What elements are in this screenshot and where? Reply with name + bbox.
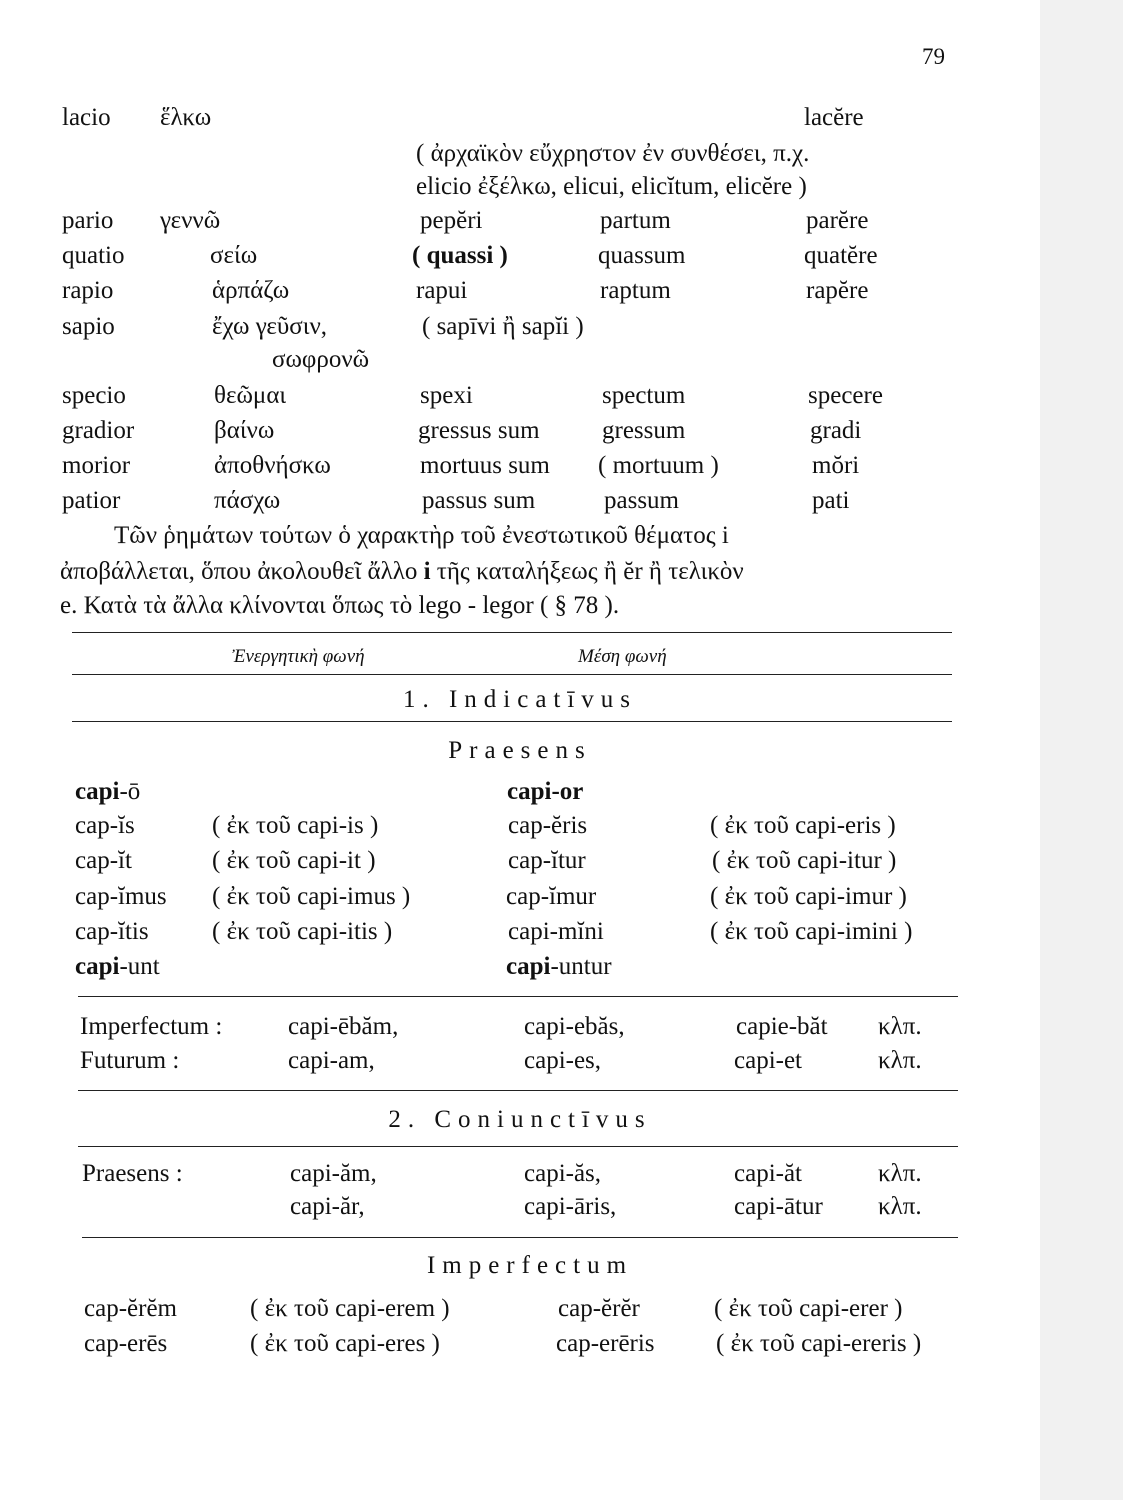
infinitive: quatĕre — [804, 242, 878, 269]
form-ending: -or — [551, 778, 584, 805]
supine-form: raptum — [600, 277, 671, 304]
paradigm-row — [0, 778, 1123, 812]
form-2: capi-es, — [524, 1047, 602, 1074]
latin-verb: morior — [62, 452, 131, 479]
form-1: capi-ēbăm, — [288, 1013, 399, 1040]
middle-form: cap-ĕrĕr — [558, 1295, 640, 1322]
verb-row — [0, 382, 1123, 416]
form-ending: -ĭt — [109, 847, 132, 874]
form-ending: -unt — [119, 953, 160, 980]
infinitive: mŏri — [812, 452, 860, 479]
tense-heading-praesens: Praesens — [448, 737, 592, 764]
form-ending: -ĕris — [542, 812, 588, 839]
latin-verb: pario — [62, 207, 114, 234]
supine-form: partum — [600, 207, 671, 234]
tense-row — [0, 1013, 1123, 1047]
greek-meaning: ἕλκω — [160, 104, 212, 131]
paradigm-row — [0, 953, 1123, 987]
form-stem: cap — [508, 847, 543, 874]
infinitive: pati — [812, 487, 850, 514]
subjunctive-imperfect-row — [0, 1295, 1123, 1329]
infinitive: gradi — [810, 417, 862, 444]
infinitive: specere — [808, 382, 883, 409]
form-2: capi-ăs, — [524, 1160, 602, 1187]
active-form — [75, 953, 160, 981]
greek-meaning: βαίνω — [214, 417, 275, 444]
verb-row — [0, 487, 1123, 521]
form-ending: -ō — [119, 778, 141, 805]
form-ending: -untur — [550, 953, 612, 980]
paragraph-line: e. Κατὰ τὰ ἄλλα κλίνονται ὅπως τὸ lego - legor ( § 78 ). — [60, 592, 620, 619]
form-stem: cap — [506, 883, 541, 910]
middle-note: ( ἐκ τοῦ capi-imur ) — [710, 883, 907, 910]
active-note: ( ἐκ τοῦ capi-itis ) — [212, 918, 393, 945]
form-stem: cap — [75, 812, 110, 839]
form-2: capi-ebăs, — [524, 1013, 625, 1040]
paradigm-row — [0, 812, 1123, 846]
verb-row — [0, 207, 1123, 241]
form-stem: capi — [508, 918, 550, 945]
form-stem: cap — [75, 883, 110, 910]
tense-label: Imperfectum : — [80, 1013, 223, 1040]
paragraph-text: ἀποβάλλεται, ὅπου ἀκολουθεῖ ἄλλο — [60, 558, 418, 585]
form-ending: -ĭtur — [542, 847, 586, 874]
mood-heading-coniunctivus: 2. Coniunctīvus — [388, 1106, 652, 1133]
active-form — [75, 847, 132, 875]
paradigm-row — [0, 847, 1123, 881]
middle-voice-header: Μέση φωνή — [578, 646, 667, 667]
active-form — [75, 883, 167, 911]
form-stem: capi — [507, 778, 552, 805]
mood-heading-indicativus: 1. Indicatīvus — [402, 686, 638, 713]
perfect-form: ( quassi ) — [412, 242, 508, 269]
verb-row — [0, 346, 1123, 380]
tense-heading-imperfectum: Imperfectum — [426, 1252, 634, 1279]
rule — [72, 632, 952, 633]
rule — [78, 1090, 958, 1091]
rule — [78, 1146, 958, 1147]
perfect-form: spexi — [420, 382, 473, 409]
latin-verb: quatio — [62, 242, 125, 269]
middle-form — [508, 918, 604, 946]
verb-row — [0, 242, 1123, 276]
perfect-form: ( sapīvi ἢ sapĭi ) — [422, 313, 584, 340]
tense-row — [0, 1047, 1123, 1081]
active-note: ( ἐκ τοῦ capi-imus ) — [212, 883, 411, 910]
active-form: cap-erēs — [84, 1330, 168, 1357]
infinitive: rapĕre — [806, 277, 869, 304]
rule — [82, 1237, 958, 1238]
greek-meaning: σωφρονῶ — [272, 346, 370, 373]
latin-verb: patior — [62, 487, 121, 514]
latin-verb: lacio — [62, 104, 111, 131]
greek-meaning: θεῶμαι — [214, 382, 287, 409]
paragraph-text: τῆς καταλήξεως ἢ ĕr ἢ τελικὸν — [436, 558, 744, 585]
supine-form: gressum — [602, 417, 686, 444]
greek-meaning: ἁρπάζω — [212, 277, 290, 304]
form-stem: cap — [75, 918, 110, 945]
middle-note: ( ἐκ τοῦ capi-erer ) — [714, 1295, 903, 1322]
subjunctive-imperfect-row — [0, 1330, 1123, 1364]
form-stem: capi — [75, 778, 120, 805]
active-form — [75, 778, 140, 806]
lacio-note-line: elicio ἐξέλκω, elicui, elicĭtum, elicĕre ) — [416, 173, 807, 200]
middle-form — [506, 883, 596, 911]
middle-form — [507, 778, 583, 806]
paragraph-line — [60, 558, 960, 586]
greek-meaning: ἔχω γεῦσιν, — [212, 313, 328, 340]
perfect-form: gressus sum — [418, 417, 540, 444]
middle-note: ( ἐκ τοῦ capi-eris ) — [710, 812, 896, 839]
supine-form: quassum — [598, 242, 686, 269]
active-note: ( ἐκ τοῦ capi-eres ) — [250, 1330, 440, 1357]
form-stem: cap — [75, 847, 110, 874]
middle-note: ( ἐκ τοῦ capi-imini ) — [710, 918, 913, 945]
supine-form: spectum — [602, 382, 686, 409]
middle-note: ( ἐκ τοῦ capi-ereris ) — [716, 1330, 922, 1357]
verb-row — [0, 277, 1123, 311]
verb-row — [0, 313, 1123, 347]
etc-marker: κλπ. — [878, 1160, 922, 1187]
lacio-note-line: ( ἀρχαϊκὸν εὔχρηστον ἐν συνθέσει, π.χ. — [416, 140, 810, 167]
tense-label: Futurum : — [80, 1047, 180, 1074]
form-stem: cap — [508, 812, 543, 839]
active-form — [75, 812, 135, 840]
middle-form: cap-erēris — [556, 1330, 655, 1357]
active-note: ( ἐκ τοῦ capi-is ) — [212, 812, 379, 839]
form-2: capi-āris, — [524, 1193, 617, 1220]
perfect-form: mortuus sum — [420, 452, 550, 479]
paragraph-bold-letter: i — [423, 558, 431, 585]
form-3: capi-ātur — [734, 1193, 823, 1220]
active-voice-header: Ἐνεργητικὴ φωνή — [232, 646, 365, 667]
greek-meaning: γεννῶ — [160, 207, 221, 234]
supine-form: ( mortuum ) — [598, 452, 719, 479]
page-number: 79 — [922, 44, 945, 69]
form-3: capi-et — [734, 1047, 803, 1074]
rule — [72, 721, 952, 722]
rule — [78, 996, 958, 997]
rule — [72, 674, 952, 675]
form-1: capi-ăr, — [290, 1193, 365, 1220]
verb-row — [0, 104, 1123, 138]
perfect-form: passus sum — [422, 487, 536, 514]
paradigm-row — [0, 918, 1123, 952]
subjunctive-present-row — [0, 1193, 1123, 1227]
middle-form — [506, 953, 612, 981]
paragraph-line: Τῶν ῥημάτων τούτων ὁ χαρακτὴρ τοῦ ἐνεστωτικοῦ θέματος i — [114, 522, 729, 549]
form-3: capi-ăt — [734, 1160, 803, 1187]
form-stem: capi — [506, 953, 551, 980]
form-ending: -ĭtis — [109, 918, 149, 945]
supine-form: passum — [604, 487, 679, 514]
etc-marker: κλπ. — [878, 1193, 922, 1220]
form-ending: -ĭs — [109, 812, 135, 839]
latin-verb: gradior — [62, 417, 135, 444]
verb-row — [0, 417, 1123, 451]
form-1: capi-ăm, — [290, 1160, 377, 1187]
active-form: cap-ĕrĕm — [84, 1295, 177, 1322]
form-ending: -ĭmus — [109, 883, 167, 910]
etc-marker: κλπ. — [878, 1013, 922, 1040]
middle-form — [508, 847, 586, 875]
perfect-form: pepĕri — [420, 207, 483, 234]
active-note: ( ἐκ τοῦ capi-erem ) — [250, 1295, 450, 1322]
latin-verb: sapio — [62, 313, 115, 340]
infinitive: lacĕre — [804, 104, 864, 131]
infinitive: parĕre — [806, 207, 869, 234]
middle-form — [508, 812, 587, 840]
perfect-form: rapui — [416, 277, 468, 304]
form-ending: -ĭmur — [540, 883, 597, 910]
middle-note: ( ἐκ τοῦ capi-itur ) — [712, 847, 897, 874]
tense-label: Praesens : — [82, 1160, 183, 1187]
verb-row — [0, 452, 1123, 486]
greek-meaning: ἀποθνήσκω — [214, 452, 331, 479]
active-form — [75, 918, 149, 946]
form-1: capi-am, — [288, 1047, 375, 1074]
greek-meaning: πάσχω — [214, 487, 281, 514]
form-3: capie-băt — [736, 1013, 828, 1040]
paradigm-row — [0, 883, 1123, 917]
form-ending: -mĭni — [549, 918, 604, 945]
subjunctive-present-row — [0, 1160, 1123, 1194]
etc-marker: κλπ. — [878, 1047, 922, 1074]
latin-verb: specio — [62, 382, 126, 409]
active-note: ( ἐκ τοῦ capi-it ) — [212, 847, 376, 874]
latin-verb: rapio — [62, 277, 114, 304]
form-stem: capi — [75, 953, 120, 980]
greek-meaning: σείω — [210, 242, 258, 269]
